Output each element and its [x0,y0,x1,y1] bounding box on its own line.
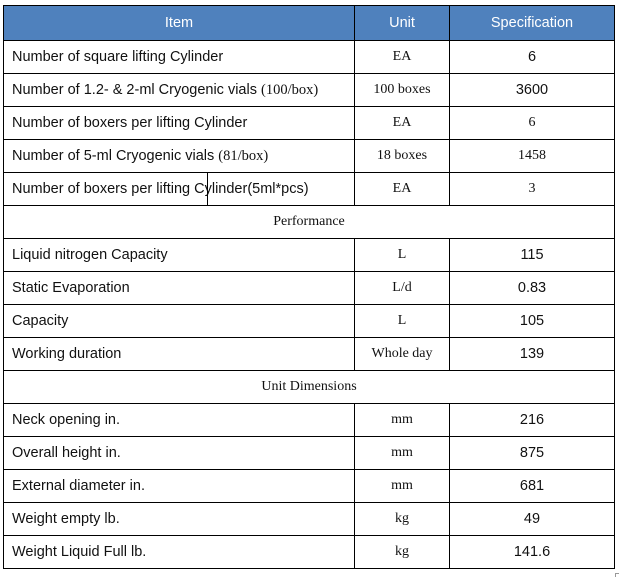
row-item-note: (100/box) [261,81,319,98]
row-spec: 105 [450,305,615,338]
row-item [4,173,355,206]
row-unit: L [355,305,450,338]
table-row [4,437,615,470]
table-row [4,470,615,503]
row-spec: 0.83 [450,272,615,305]
row-spec: 139 [450,338,615,371]
row-item-note: (81/box) [218,147,269,164]
row-unit: 18 boxes [355,140,450,173]
section-title: Performance [4,206,615,239]
table-row [4,107,615,140]
row-item: Weight empty lb. [4,503,355,536]
row-item: Capacity [4,305,355,338]
section-row-dimensions [4,371,615,404]
row-unit: kg [355,503,450,536]
header-item: Item [4,6,355,41]
row-unit: L [355,239,450,272]
table-row [4,305,615,338]
row-spec: 1458 [450,140,615,173]
table-row [4,272,615,305]
row-spec: 141.6 [450,536,615,569]
row-item: Number of boxers per lifting Cylinder [4,107,355,140]
cell-divider [207,173,208,205]
row-item: Weight Liquid Full lb. [4,536,355,569]
row-item: Number of square lifting Cylinder [4,41,355,74]
section-row-performance [4,206,615,239]
row-spec: 875 [450,437,615,470]
section-title: Unit Dimensions [4,371,615,404]
row-unit: kg [355,536,450,569]
header-specification: Specification [450,6,615,41]
row-spec: 216 [450,404,615,437]
row-item: Working duration [4,338,355,371]
table-row [4,239,615,272]
row-item: Overall height in. [4,437,355,470]
row-item-text: Number of 1.2- & 2-ml Cryogenic vials [12,81,261,98]
row-item: Neck opening in. [4,404,355,437]
row-item [4,140,355,173]
row-spec: 6 [450,107,615,140]
row-spec: 3600 [450,74,615,107]
row-spec: 49 [450,503,615,536]
row-item: External diameter in. [4,470,355,503]
table-row [4,173,615,206]
row-unit: EA [355,107,450,140]
table-row [4,74,615,107]
header-unit: Unit [355,6,450,41]
table-header-row [4,6,615,41]
row-unit: mm [355,470,450,503]
row-spec: 6 [450,41,615,74]
table-row [4,41,615,74]
table-row [4,140,615,173]
row-item [4,74,355,107]
row-unit: mm [355,437,450,470]
row-item-text: Number of boxers per lifting Cylinder(5ml*pcs) [12,181,309,197]
table-row [4,536,615,569]
table-row [4,338,615,371]
row-unit: Whole day [355,338,450,371]
row-spec: 681 [450,470,615,503]
row-spec: 115 [450,239,615,272]
row-unit: EA [355,41,450,74]
row-item-text: Number of 5-ml Cryogenic vials [12,147,219,164]
specification-table [3,5,615,569]
table-row [4,503,615,536]
row-unit: mm [355,404,450,437]
row-item: Static Evaporation [4,272,355,305]
row-unit: L/d [355,272,450,305]
row-unit: 100 boxes [355,74,450,107]
row-spec: 3 [450,173,615,206]
row-item: Liquid nitrogen Capacity [4,239,355,272]
row-unit: EA [355,173,450,206]
resize-corner-mark [615,573,619,577]
table-row [4,404,615,437]
